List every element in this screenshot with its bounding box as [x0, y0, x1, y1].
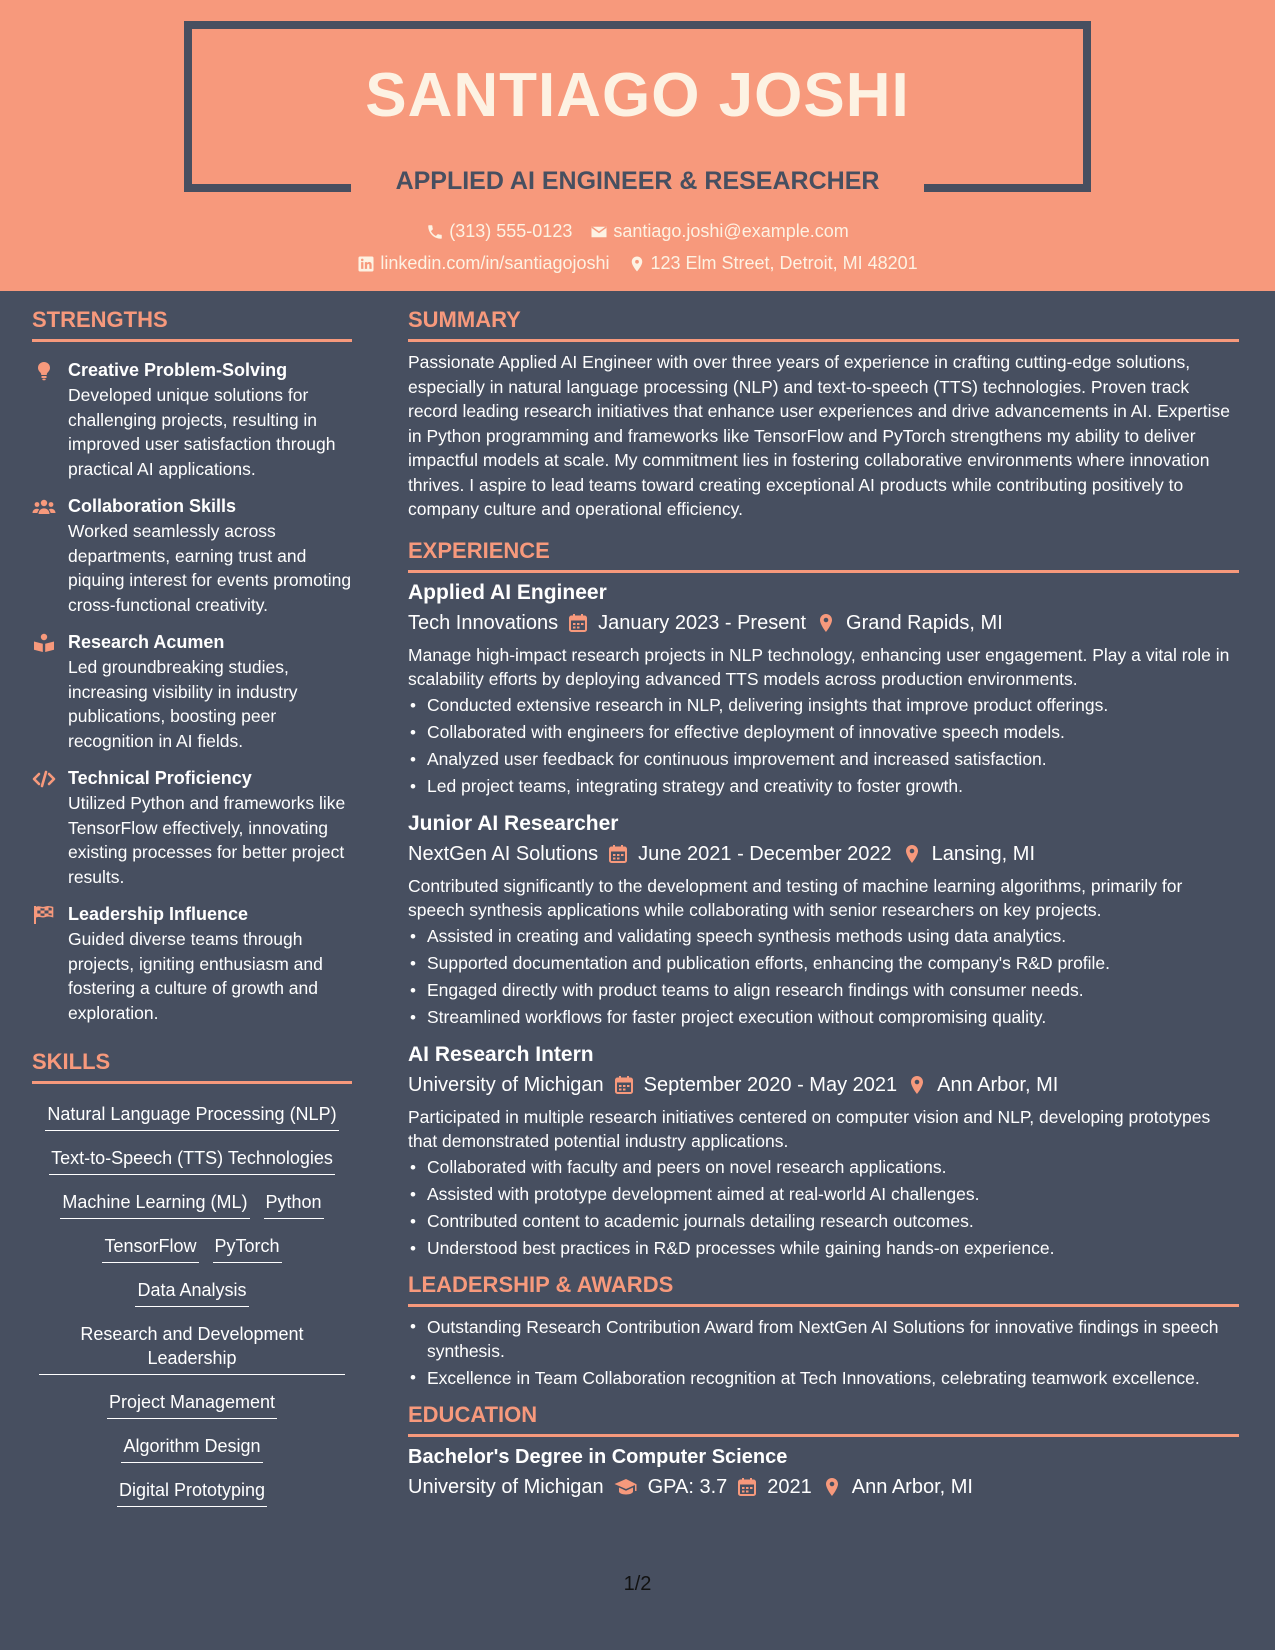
job-bullet: • Assisted in creating and validating speech synthesis methods using data analytics. — [408, 923, 1239, 950]
map-pin-icon — [628, 255, 646, 273]
job-location: Grand Rapids, MI — [846, 611, 1003, 634]
strength-title: Collaboration Skills — [68, 496, 237, 516]
job-bullet: • Engaged directly with product teams to align research findings with consumer needs. — [408, 977, 1239, 1004]
skill-tag: Text-to-Speech (TTS) Technologies — [49, 1146, 335, 1175]
calendar-icon — [568, 613, 588, 633]
job-bullet: • Supported documentation and publication efforts, enhancing the company's R&D profile. — [408, 950, 1239, 977]
map-pin-icon — [816, 613, 836, 633]
job-description: Contributed significantly to the development and testing of machine learning algorithms, primarily for speech synthesis applications while collaborating with senior researchers on key projects. — [408, 875, 1183, 920]
education-meta — [408, 1473, 1239, 1501]
skills-rule — [32, 1081, 352, 1084]
strength-item — [32, 493, 352, 617]
education-rule — [408, 1434, 1239, 1437]
skill-tag: Machine Learning (ML) — [60, 1190, 249, 1219]
job-location: Lansing, MI — [931, 842, 1035, 865]
experience-rule — [408, 570, 1239, 573]
contact-email[interactable] — [590, 221, 848, 242]
email-text: santiago.joshi@example.com — [613, 221, 849, 241]
skill-tag: TensorFlow — [102, 1234, 198, 1263]
job-description: Manage high-impact research projects in NLP technology, enhancing user engagement. Play a vital role in scalability efforts by deploying advanced TTS models across production environments. — [408, 644, 1230, 689]
job-dates: September 2020 - May 2021 — [643, 1073, 898, 1096]
candidate-name: SANTIAGO JOSHI — [365, 61, 910, 130]
skills-heading: SKILLS — [32, 1049, 111, 1074]
calendar-icon — [737, 1477, 757, 1497]
calendar-icon — [608, 844, 628, 864]
map-pin-icon — [902, 844, 922, 864]
job-bullet: • Streamlined workflows for faster project execution without compromising quality. — [408, 1004, 1239, 1031]
strength-title: Technical Proficiency — [68, 768, 252, 788]
strength-item — [32, 901, 352, 1025]
map-pin-icon — [907, 1075, 927, 1095]
strength-title: Research Acumen — [68, 632, 225, 652]
job-company: Tech Innovations — [408, 611, 559, 634]
strength-desc: Worked seamlessly across departments, earning trust and piquing interest for events promoting cross-functional creativity. — [68, 521, 352, 615]
job-entry — [408, 579, 1239, 800]
address-text: 123 Elm Street, Detroit, MI 48201 — [650, 253, 918, 273]
education-heading: EDUCATION — [408, 1402, 538, 1427]
skills-section — [32, 1049, 352, 1507]
job-bullet: • Collaborated with faculty and peers on novel research applications. — [408, 1154, 1239, 1181]
contact-row-1 — [0, 221, 1275, 242]
summary-section — [408, 291, 1239, 522]
skill-tag: Natural Language Processing (NLP) — [45, 1102, 338, 1131]
linkedin-text: linkedin.com/in/santiagojoshi — [380, 253, 610, 273]
skill-tag: Data Analysis — [135, 1278, 248, 1307]
job-entry — [408, 810, 1239, 1031]
job-bullets — [408, 1154, 1239, 1262]
awards-rule — [408, 1304, 1239, 1307]
strengths-heading: STRENGTHS — [32, 307, 168, 332]
users-icon — [32, 495, 56, 519]
map-pin-icon — [822, 1477, 842, 1497]
skill-tag: Research and Development Leadership — [39, 1322, 345, 1375]
strength-desc: Utilized Python and frameworks like TensorFlow effectively, innovating existing processes for better project results. — [68, 793, 346, 887]
strength-desc: Developed unique solutions for challenging projects, resulting in improved user satisfaction through practical AI applications. — [68, 385, 336, 479]
left-column — [32, 291, 352, 1522]
education-degree: Bachelor's Degree in Computer Science — [408, 1446, 788, 1468]
contact-linkedin[interactable] — [357, 253, 609, 274]
education-location: Ann Arbor, MI — [851, 1476, 973, 1498]
awards-section — [408, 1272, 1239, 1391]
candidate-title: APPLIED AI ENGINEER & RESEARCHER — [395, 167, 880, 195]
book-reader-icon — [32, 631, 56, 655]
phone-icon — [426, 223, 444, 241]
job-location: Ann Arbor, MI — [937, 1073, 1059, 1096]
job-bullet: • Collaborated with engineers for effective deployment of innovative speech models. — [408, 719, 1239, 746]
job-dates: June 2021 - December 2022 — [638, 842, 892, 865]
strength-item — [32, 765, 352, 889]
job-company: NextGen AI Solutions — [408, 842, 599, 865]
awards-heading: LEADERSHIP & AWARDS — [408, 1271, 674, 1297]
job-entry — [408, 1041, 1239, 1262]
right-column — [408, 291, 1239, 1501]
summary-heading: SUMMARY — [408, 307, 521, 332]
strength-desc: Led groundbreaking studies, increasing visibility in industry publications, boosting peer recognition in AI fields. — [68, 657, 298, 751]
job-meta — [408, 840, 1239, 868]
strength-title: Creative Problem-Solving — [68, 360, 288, 380]
experience-heading: EXPERIENCE — [408, 537, 550, 563]
experience-section — [408, 538, 1239, 1262]
education-gpa: GPA: 3.7 — [647, 1476, 728, 1498]
page-number: 1/2 — [623, 1573, 652, 1595]
award-item: • Excellence in Team Collaboration recognition at Tech Innovations, celebrating teamwork excellence. — [408, 1366, 1239, 1391]
graduation-cap-icon — [614, 1477, 638, 1497]
lightbulb-icon — [32, 359, 56, 383]
envelope-icon — [590, 223, 608, 241]
flag-checkered-icon — [32, 903, 56, 927]
job-company: University of Michigan — [408, 1073, 604, 1096]
award-item: • Outstanding Research Contribution Award from NextGen AI Solutions for innovative findings in speech synthesis. — [408, 1315, 1239, 1364]
job-description: Participated in multiple research initiatives centered on computer vision and NLP, developing prototypes that demonstrated potential industry applications. — [408, 1106, 1211, 1151]
summary-rule — [408, 339, 1239, 342]
skill-tag: Project Management — [107, 1390, 277, 1419]
strengths-rule — [32, 339, 352, 342]
job-bullet: • Understood best practices in R&D processes while gaining hands-on experience. — [408, 1235, 1239, 1262]
job-bullet: • Conducted extensive research in NLP, delivering insights that improve product offerings. — [408, 692, 1239, 719]
job-title: Applied AI Engineer — [408, 580, 607, 604]
skill-tag: Digital Prototyping — [117, 1478, 267, 1507]
education-section — [408, 1402, 1239, 1501]
education-year: 2021 — [767, 1476, 812, 1498]
strength-title: Leadership Influence — [68, 904, 249, 924]
skills-list — [32, 1102, 352, 1507]
job-bullet: • Assisted with prototype development aimed at real-world AI challenges. — [408, 1181, 1239, 1208]
job-title: AI Research Intern — [408, 1042, 594, 1066]
strength-item — [32, 357, 352, 481]
skill-tag: Algorithm Design — [121, 1434, 262, 1463]
resume-header — [0, 0, 1275, 291]
education-school: University of Michigan — [408, 1476, 604, 1498]
skill-tag: Python — [264, 1190, 324, 1219]
awards-list — [408, 1315, 1239, 1391]
contact-phone[interactable] — [426, 221, 572, 242]
contact-address — [628, 253, 918, 274]
summary-text: Passionate Applied AI Engineer with over three years of experience in crafting cutting-edge solutions, especially in natural language processing (NLP) and text-to-speech (TTS) technologies. Proven track record leading research initiatives that enhance user experiences and drive advancements in AI. Expertise in Python programming and frameworks like TensorFlow and PyTorch strengthens my ability to deliver impactful models at scale. My commitment lies in fostering collaborative environments where innovation thrives. I aspire to lead teams toward creating exceptional AI products while contributing positively to company culture and operational efficiency. — [408, 352, 1230, 519]
job-meta — [408, 1071, 1239, 1099]
skill-tag: PyTorch — [213, 1234, 282, 1263]
job-dates: January 2023 - Present — [598, 611, 807, 634]
job-bullet: • Analyzed user feedback for continuous improvement and increased satisfaction. — [408, 746, 1239, 773]
job-bullets — [408, 923, 1239, 1031]
phone-text: (313) 555-0123 — [449, 221, 573, 241]
job-meta — [408, 609, 1239, 637]
header-frame-top — [184, 21, 1091, 29]
contact-row-2 — [0, 253, 1275, 274]
job-title: Junior AI Researcher — [408, 811, 619, 835]
job-bullets — [408, 692, 1239, 800]
strengths-section — [32, 291, 352, 1025]
strength-desc: Guided diverse teams through projects, igniting enthusiasm and fostering a culture of growth and exploration. — [68, 929, 323, 1023]
strength-item — [32, 629, 352, 753]
calendar-icon — [614, 1075, 634, 1095]
job-bullet: • Led project teams, integrating strategy and creativity to foster growth. — [408, 773, 1239, 800]
job-bullet: • Contributed content to academic journals detailing research outcomes. — [408, 1208, 1239, 1235]
code-icon — [32, 767, 56, 791]
linkedin-icon — [357, 255, 375, 273]
